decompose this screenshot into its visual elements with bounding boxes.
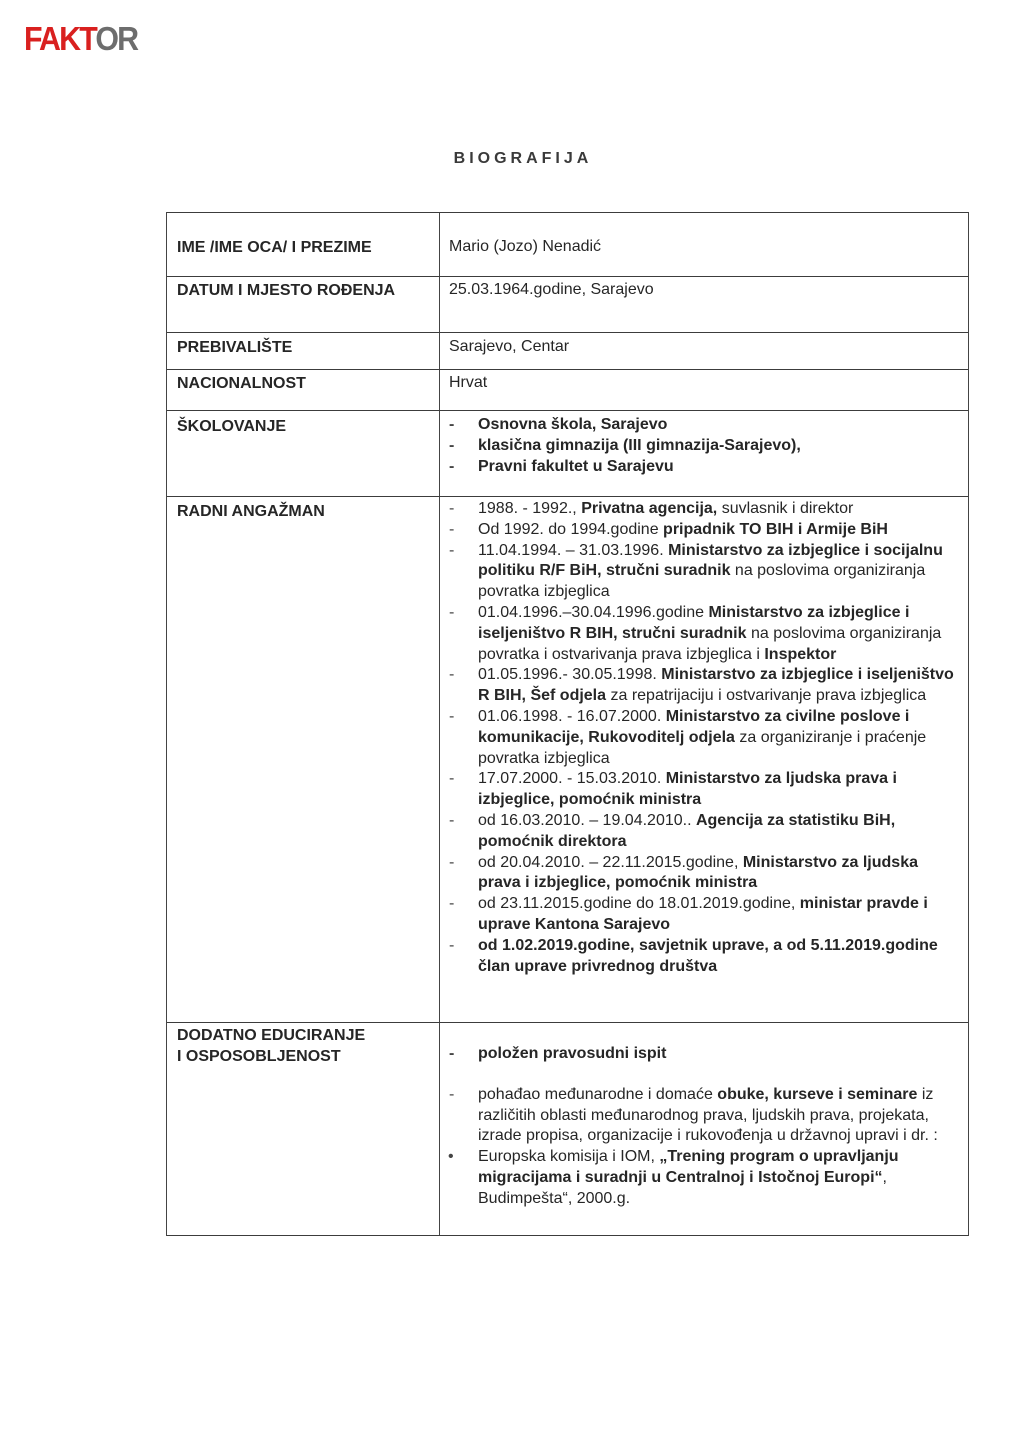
row-border [167,332,968,333]
text: iz različitih oblasti međunarodnog prava, ljudskih prava, projekata, izrade propisa, organizacije i rukovođenja u državnoj upravi i dr. : [478,1085,938,1145]
row-border [167,276,968,277]
work-item [447,936,957,978]
value-nationality: Hrvat [449,374,488,391]
text: od 16.03.2010. – 19.04.2010.. [478,811,696,829]
bold-text: Ministarstvo za ljudska prava i izbjeglice, pomoćnik ministra [478,770,897,809]
text: za organiziranje i praćenje povratka izbjeglica [478,728,927,767]
text: 1988. - 1992., [478,500,582,517]
bold-text: Ministarstvo za ljudska prava i izbjeglice, pomoćnik ministra [478,853,918,892]
row-border [167,410,968,411]
document-title: BIOGRAFIJA [453,150,593,167]
education-item: - Osnovna škola, Sarajevo [447,415,957,436]
text: , Budimpešta“, 2000.g. [478,1168,887,1207]
logo-text-gray: OR [95,20,138,57]
text: 01.06.1998. - 16.07.2000. [478,707,666,725]
column-divider [439,212,440,1236]
text: 17.07.2000. - 15.03.2010. [478,770,666,788]
bold-text: Inspektor [764,645,837,663]
row-border [167,1235,968,1236]
education-item: - Pravni fakultet u Sarajevu [447,457,957,478]
bold-text: Ministarstvo za izbjeglice i socijalnu politiku R/F BiH, stručni suradnik [478,541,943,580]
bold-text: Ministarstvo za izbjeglice i iseljeništvo R BIH, Šef odjela [478,666,954,705]
training-item-program [447,1147,957,1209]
work-item [447,853,957,895]
bold-text: obuke, kurseve i seminare [717,1085,918,1103]
training-item-exam: - položen pravosudni ispit [447,1044,957,1065]
education-item: - klasična gimnazija (III gimnazija-Sarajevo), [447,436,957,457]
bold-text: ministar pravde i uprave Kantona Sarajevo [478,895,928,933]
biography-table [166,212,969,1236]
work-item [447,520,957,541]
label-birth: DATUM I MJESTO ROĐENJA [177,282,396,299]
education-list [447,415,957,477]
training-item-courses [447,1085,957,1147]
faktor-logo [24,22,137,56]
row-border [167,1022,968,1023]
work-item [447,769,957,811]
text: od 23.11.2015.godine do 18.01.2019.godine, [478,895,800,913]
bold-text: Agencija za statistiku BiH, pomoćnik direktora [478,811,896,850]
label-name: IME /IME OCA/ I PREZIME [177,239,372,256]
value-residence: Sarajevo, Centar [449,338,570,355]
label-training-line2: I OSPOSOBLJENOST [177,1048,341,1065]
bold-text: Privatna agencija, [581,500,718,517]
text: za repatrijaciju i ostvarivanje prava izbjeglica [606,687,927,705]
value-birth: 25.03.1964.godine, Sarajevo [449,281,654,298]
text: pohađao međunarodne i domaće [478,1085,718,1103]
work-item [447,894,957,936]
training-list [447,1044,957,1210]
row-border [167,496,968,497]
row-border [167,369,968,370]
work-item [447,811,957,853]
row-border [167,212,968,213]
bold-text: od 1.02.2019.godine, savjetnik uprave, a od 5.11.2019.godine član uprave privrednog društva [478,936,938,975]
label-work: RADNI ANGAŽMAN [177,503,325,520]
text: 01.04.1996.–30.04.1996.godine [478,603,709,621]
label-nationality: NACIONALNOST [177,375,306,392]
bold-text: pripadnik TO BIH i Armije BiH [663,520,888,538]
work-item [447,499,957,520]
text: od 20.04.2010. – 22.11.2015.godine, [478,853,743,871]
text: Od 1992. do 1994.godine [478,520,664,538]
value-name: Mario (Jozo) Nenadić [449,238,602,255]
text: 01.05.1996.- 30.05.1998. [478,666,662,684]
work-item [447,665,957,707]
text: na poslovima organiziranja povratka izbjeglica [478,562,926,601]
label-residence: PREBIVALIŠTE [177,339,293,356]
logo-text-red: FAKT [24,20,96,57]
label-education: ŠKOLOVANJE [177,418,287,435]
bold-text: „Trening program o upravljanju migracijama i suradnji u Centralnoj i Istočnoj Europi“ [478,1148,899,1186]
work-item [447,541,957,603]
work-item [447,603,957,665]
label-training-line1: DODATNO EDUCIRANJE [177,1027,366,1044]
text: na poslovima organiziranja povratka i ostvarivanja prava izbjeglica i [478,624,942,663]
text: suvlasnik i direktor [717,500,854,517]
text: 11.04.1994. – 31.03.1996. [478,541,669,559]
text: Europska komisija i IOM, [478,1148,660,1166]
bold-text: Ministarstvo za civilne poslove i komunikacije, Rukovoditelj odjela [478,707,910,746]
bold-text: Ministarstvo za izbjeglice i iseljeništvo R BIH, stručni suradnik [478,603,910,642]
work-list [447,499,957,977]
work-item [447,707,957,769]
